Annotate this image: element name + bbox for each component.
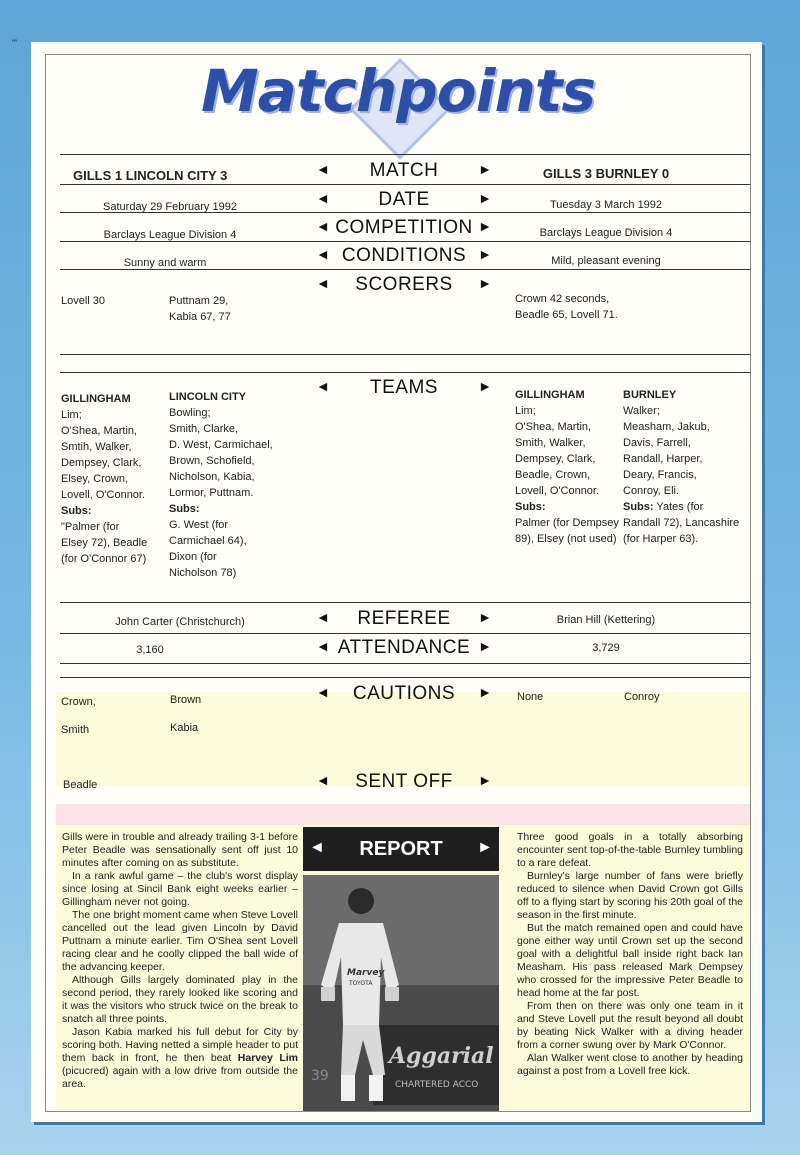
subs-line: (for Harper 63). — [623, 533, 699, 545]
right-conditions: Mild, pleasant evening — [551, 255, 661, 267]
arrow-left-icon: ◄ — [316, 378, 330, 394]
subs-first-line — [623, 499, 748, 515]
lineup-line: D. West, Carmichael, — [169, 439, 273, 451]
left-cautions-home-2: Smith — [61, 724, 90, 736]
attendance-label: ATTENDANCE — [337, 637, 471, 658]
right-scorers-2: Beadle 65, Lovell 71. — [515, 309, 618, 321]
shirt-sponsor-sub: TOYOTA — [349, 980, 373, 987]
left-cautions-away-2: Kabia — [170, 722, 199, 734]
competition-label: COMPETITION — [335, 217, 473, 238]
title-block — [46, 55, 750, 150]
report-text-span: Jason Kabia marked his full debut for City by scoring both. Having netted a simple header to put them back in front, he then beat — [62, 1026, 298, 1064]
arrow-right-icon: ► — [478, 218, 492, 234]
subs-line: Palmer (for Dempsey — [515, 517, 619, 529]
scorers-label: SCORERS — [355, 274, 453, 295]
subs-line: (for O'Connor 67) — [61, 553, 147, 565]
goalkeeper-photo — [303, 875, 499, 1111]
arrow-left-icon: ◄ — [316, 609, 330, 625]
divider — [60, 602, 750, 603]
report-paragraph: But the match remained open and could have gone either way until Crown set up the second goal with a delightful ball inside right back Ian Measham. His pass released Mark Dempsey who crossed for the impressive Peter Beadle to head home at the far post. — [517, 922, 743, 999]
lineup-line: Bowling; — [169, 407, 211, 419]
number-text: 39 — [311, 1068, 329, 1084]
arrow-right-icon: ► — [478, 772, 492, 788]
subs-line: Yates (for — [656, 501, 704, 513]
arrow-right-icon: ► — [478, 161, 492, 177]
left-referee: John Carter (Christchurch) — [115, 616, 245, 628]
cautions-label-row — [308, 683, 500, 707]
arrow-left-icon: ◄ — [309, 839, 325, 856]
report-paragraph: Three good goals in a totally absorbing encounter sent top-of-the-table Burnley tumbling to a rare defeat. — [517, 831, 743, 869]
divider — [60, 633, 750, 634]
report-paragraph: From then on there was only one team in it and Steve Lovell put the result beyond all doubt by beating Nick Walker with a diving header from a corner swung over by Mark O'Connor. — [517, 1000, 743, 1051]
subs-line: Randall 72), Lancashire — [623, 517, 740, 529]
report-paragraph: Gills were in trouble and already trailing 3-1 before Peter Beadle was sensationally sent off just 10 minutes after coming on as substitute. — [62, 831, 298, 869]
left-sent-off: Beadle — [63, 779, 98, 791]
lineup-line: Dempsey, Clark, — [515, 453, 596, 465]
left-scorers-away-2: Kabia 67, 77 — [169, 311, 231, 323]
lineup-line: Conroy, Eli. — [623, 485, 680, 497]
subs-line: G. West (for — [169, 519, 229, 531]
report-header — [303, 827, 499, 871]
lineup-line: Deary, Francis, — [623, 469, 697, 481]
team-name: BURNLEY — [623, 389, 677, 401]
referee-label-row — [308, 608, 500, 632]
competition-label-row — [308, 217, 500, 241]
sent-off-label-row — [308, 771, 500, 795]
arrow-left-icon: ◄ — [316, 684, 330, 700]
lineup-line: Smith, Walker, — [515, 437, 586, 449]
cautions-label: CAUTIONS — [352, 683, 456, 704]
divider — [60, 372, 750, 373]
left-conditions: Sunny and warm — [123, 257, 207, 269]
photo-illustration — [303, 875, 499, 1111]
left-attendance: 3,160 — [136, 644, 164, 656]
subs-line: Carmichael 64), — [169, 535, 247, 547]
conditions-label: CONDITIONS — [341, 245, 467, 266]
lineup-line: O'Shea, Martin, — [515, 421, 592, 433]
left-date: Saturday 29 February 1992 — [103, 201, 237, 213]
arrow-left-icon: ◄ — [316, 246, 330, 262]
ad-text: Aggarial — [389, 1043, 494, 1069]
left-scorers-home: Lovell 30 — [61, 295, 106, 307]
scorers-label-row — [308, 274, 500, 298]
lineup-line: Lim; — [515, 405, 536, 417]
subs-label: Subs: — [169, 503, 200, 515]
right-cautions-away: Conroy — [624, 691, 660, 703]
arrow-right-icon: ► — [478, 378, 492, 394]
subs-line: Dixon (for — [169, 551, 217, 563]
divider — [60, 184, 750, 185]
right-cautions-home: None — [517, 691, 544, 703]
lineup-line: O'Shea, Martin, — [61, 425, 138, 437]
report-paragraph: In a rank awful game – the club's worst display since losing at Sincil Bank eight weeks earlier – Gillingham never not going. — [62, 870, 298, 908]
arrow-right-icon: ► — [478, 275, 492, 291]
left-cautions-home-1: Crown, — [61, 696, 96, 708]
lineup-line: Beadle, Crown, — [515, 469, 591, 481]
arrow-right-icon: ► — [478, 609, 492, 625]
report-paragraph: Alan Walker went close to another by heading against a post from a Lovell free kick. — [517, 1052, 743, 1077]
ad-sub-text: CHARTERED ACCO — [395, 1080, 479, 1090]
arrow-right-icon: ► — [478, 638, 492, 654]
team-name: GILLINGHAM — [515, 389, 585, 401]
match-label-row — [308, 160, 500, 184]
lineup-line: Dempsey, Clark, — [61, 457, 142, 469]
lineup-line: Lovell, O'Connor. — [61, 489, 146, 501]
lineup-line: Davis, Farrell, — [623, 437, 691, 449]
report-left-column — [62, 831, 298, 1091]
date-label: DATE — [378, 189, 430, 210]
lineup-line: Measham, Jakub, — [623, 421, 710, 433]
divider — [60, 154, 750, 155]
lineup-line: Lovell, O'Connor. — [515, 485, 600, 497]
right-match: GILLS 3 BURNLEY 0 — [542, 166, 670, 181]
lineup-line: Brown, Schofield, — [169, 455, 255, 467]
right-attendance: 3,729 — [592, 642, 620, 654]
lineup-line: Walker; — [623, 405, 660, 417]
arrow-left-icon: ◄ — [316, 190, 330, 206]
left-home-lineup — [61, 391, 169, 567]
attendance-label-row — [308, 637, 500, 661]
teams-label: TEAMS — [370, 377, 438, 398]
arrow-right-icon: ► — [478, 246, 492, 262]
lineup-line: Randall, Harper, — [623, 453, 703, 465]
arrow-left-icon: ◄ — [316, 638, 330, 654]
team-name: GILLINGHAM — [61, 393, 131, 405]
report-paragraph: Although Gills largely dominated play in the second period, they rarely looked like scoring and it was the visitors who struck twice on the break to snatch all three points. — [62, 974, 298, 1025]
right-scorers-1: Crown 42 seconds, — [515, 293, 610, 305]
page — [31, 42, 762, 1122]
left-cautions-away-1: Brown — [170, 694, 202, 706]
subs-label: Subs: — [61, 505, 92, 517]
right-date: Tuesday 3 March 1992 — [549, 199, 663, 211]
lineup-line: Smtih, Walker, — [61, 441, 132, 453]
lineup-line: Lormor, Puttnam. — [169, 487, 254, 499]
subs-line: Elsey 72), Beadle — [61, 537, 148, 549]
report-right-column — [517, 831, 743, 1078]
lineup-line: Lim; — [61, 409, 82, 421]
page-title: Matchpoints — [200, 57, 596, 125]
subs-label: Subs: — [515, 501, 546, 513]
right-home-lineup — [515, 387, 623, 547]
report-bold-name: Harvey Lim — [237, 1052, 298, 1064]
arrow-left-icon: ◄ — [316, 161, 330, 177]
lineup-line: Elsey, Crown, — [61, 473, 129, 485]
right-away-lineup — [623, 387, 748, 547]
teams-label-row — [308, 377, 500, 401]
subs-line: Nicholson 78) — [169, 567, 237, 579]
left-match: GILLS 1 LINCOLN CITY 3 — [73, 168, 228, 183]
report-paragraph: Burnley's large number of fans were briefly reduced to silence when David Crown got Gills off to a flying start by scoring his 20th goal of the season in the first minute. — [517, 870, 743, 921]
date-label-row — [308, 189, 500, 213]
left-away-lineup — [169, 389, 299, 581]
conditions-label-row — [308, 245, 500, 269]
shirt-sponsor: Marvey — [347, 968, 385, 978]
subs-line: "Palmer (for — [61, 521, 120, 533]
arrow-left-icon: ◄ — [316, 275, 330, 291]
right-referee: Brian Hill (Kettering) — [556, 614, 656, 626]
report-paragraph: The one bright moment came when Steve Lovell cancelled out the lead given Lincoln by David Puttnam a minute earlier. Tim O'Shea sent Lovell racing clear and he coolly clipped the ball wide of the advancing keeper. — [62, 909, 298, 973]
report-text-span: (picucred) again with a low drive from outside the area. — [62, 1065, 298, 1090]
lineup-line: Smith, Clarke, — [169, 423, 239, 435]
arrow-right-icon: ► — [477, 839, 493, 856]
divider — [60, 677, 750, 678]
subs-label: Subs: — [623, 501, 654, 513]
arrow-left-icon: ◄ — [316, 772, 330, 788]
right-competition: Barclays League Division 4 — [539, 227, 673, 239]
lineup-line: Nicholson, Kabia, — [169, 471, 255, 483]
page-frame — [45, 54, 751, 1112]
sent-off-label: SENT OFF — [355, 771, 453, 792]
referee-label: REFEREE — [357, 608, 451, 629]
divider — [60, 354, 750, 355]
team-name: LINCOLN CITY — [169, 391, 246, 403]
match-label: MATCH — [369, 160, 439, 181]
report-paragraph — [62, 1026, 298, 1091]
arrow-left-icon: ◄ — [316, 218, 330, 234]
corner-mark: "' — [12, 38, 17, 48]
divider — [60, 663, 750, 664]
left-competition: Barclays League Division 4 — [103, 229, 237, 241]
arrow-right-icon: ► — [478, 684, 492, 700]
subs-line: 89), Elsey (not used) — [515, 533, 617, 545]
left-scorers-away-1: Puttnam 29, — [169, 295, 229, 307]
arrow-right-icon: ► — [478, 190, 492, 206]
report-label: REPORT — [359, 838, 443, 860]
